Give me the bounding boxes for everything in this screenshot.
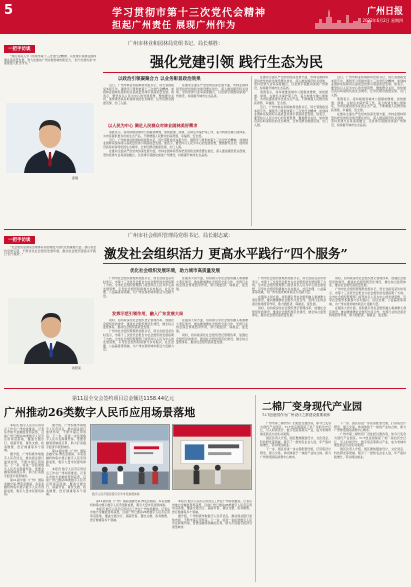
section4-subhead: T.I.T创意园作为广州设计之都建设重要载体 xyxy=(262,413,331,417)
section4-headline: 二棉厂变身现代产业园 xyxy=(262,402,362,413)
section3-headline: 广州推动26类数字人民币应用场景落地 xyxy=(4,406,196,419)
section2-subhead: 优化社会组织发展环境，助力城市高质量发展 xyxy=(130,269,220,274)
masthead-slogan-line1: 学习贯彻市第十三次党代会精神 xyxy=(112,8,266,19)
section3-col1: 本报讯 数字人民币应用试点工作在广州持续推进。记者从市地方金融监管局获悉，目前广州已推动26类数字人民币应用场景落地，覆盖交通出行、商超零售、餐饮文旅、政务缴费、医疗健康等多个领域。 据介绍，广州积极争取数字人民币试点，推动商业银行加快布局，不断丰富应用场景。下一步，将进一步拓展数字人民币在跨境贸易、普惠金融等领域的应用，助力打造数字经济引领型城市。 第11届中国（广州）国际金融交易·博览会期间，多家金融机构集中展示数字人民币创新成果，吸引大量市民现场体验。 xyxy=(4,424,44,497)
section2-col5: 广州市社会组织管理局党组书记、局长在接受采访时表示，市第十三次党代会报告为社会组织的发展指明了方向。全市社会组织管理部门将坚持以人民为中心的发展思想，引导社会组织积极参与乡村振兴、社区治理、公益慈善等领域，为广州实现老城市新活力贡献力量。 在服务大局方面，将积极引导社会组织融入粤港澳大湾区建设，推动穗港澳社会组织交流合作，发挥行业协会商会桥梁纽带作用，助力稳经济、保就业、促发展。 同时，将持续深化社会组织登记管理改革，加强社会组织党的建设，推进社会组织规范化建设，健全综合监管体系，推动社会组织高质量发展。 xyxy=(252,277,326,318)
section3-col3: 第11届中国（广州）国际金融交易·博览会期间，多家金融机构集中展示数字人民币创新成果，吸引大量市民现场体验。 本报讯 数字人民币应用试点工作在广州持续推进。记者从市地方金融监管局获悉，目前广州已推动26类数字人民币应用场景落地，覆盖交通出行、商超零售、餐饮文旅、政务缴费、医疗健康等多个领域。 xyxy=(90,500,170,522)
column-divider xyxy=(251,76,252,226)
section2-kicker: 广州市社会组织管理局党组书记、局长谢志斌： xyxy=(128,233,234,239)
section2-intro: “社会组织是国家治理体系和治理能力现代化的重要力量。我们将坚持党建引领，不断优化社会组织发展环境，推动社会组织更高水平践行‘四个服务’。” xyxy=(4,246,96,257)
section1-red-subhead: 以人民为中心 满足人民群众对林业园林美好需求 xyxy=(108,123,198,128)
headline-rule xyxy=(103,72,406,73)
section1-intro: “我们将深入学习贯彻市第十三次党代会精神，以党建引领林业园林事业高质量发展，努力在推动广州实现老城市新活力、‘四个出新出彩’中展现更大担当作为。” xyxy=(4,55,96,66)
section1-col2: 在推动全面从严治党向纵深发展方面，市林业园林局坚持把党的政治建设摆在首位，深入推进模范机关创建，坚持党建与业务深度融合，以党建引领推动绿美广州建设，持续提升城市生态品质。 xyxy=(176,84,248,98)
section2-red-subhead: 发挥示范引领作用，融入广东发展大局 xyxy=(112,311,184,316)
section3-col2: 据介绍，广州积极争取数字人民币试点，推动商业银行加快布局，不断丰富应用场景。下一步，将进一步拓展数字人民币在跨境贸易、普惠金融等领域的应用，助力打造数字经济引领型城市。 第11届中国（广州）国际金融交易·博览会期间，多家金融机构集中展示数字人民币创新成果，吸引大量市民现场体验。 本报讯 数字人民币应用试点工作在广州持续推进。记者从市地方金融监管局获悉，目前广州已推动26类数字人民币应用场景落地，覆盖交通出行、商超零售、餐饮文旅、政务缴费、医疗健康等多个领域。 xyxy=(46,424,86,497)
section3-col4: 本报讯 数字人民币应用试点工作在广州持续推进。记者从市地方金融监管局获悉，目前广州已推动26类数字人民币应用场景落地，覆盖交通出行、商超零售、餐饮文旅、政务缴费、医疗健康等多个领域。 据介绍，广州积极争取数字人民币试点，推动商业银行加快布局，不断丰富应用场景。下一步，将进一步拓展数字人民币在跨境贸易、普惠金融等领域的应用，助力打造数字经济引领型城市。 xyxy=(172,500,252,529)
newspaper-name: 广州日报 xyxy=(366,7,403,17)
section2-col2: 在服务大局方面，将积极引导社会组织融入粤港澳大湾区建设，推动穗港澳社会组织交流合作，发挥行业协会商会桥梁纽带作用，助力稳经济、保就业、促发展。 xyxy=(176,277,248,291)
photo-caption: 数字人民币展区吸引众多市民参观体验 xyxy=(92,492,140,496)
section1-subhead: 以政治引领凝聚合力 以业务彰显政治效果 xyxy=(118,77,201,82)
section2-col3: 同时，将持续深化社会组织登记管理改革，加强社会组织党的建设，推进社会组织规范化建设，健全综合监管体系，推动社会组织高质量发展。 广州市社会组织管理局党组书记、局长在接受采访时表示，市第十三次党代会报告为社会组织的发展指明了方向。全市社会组织管理部门将坚持以人民为中心的发展思想，引导社会组织积极参与乡村振兴、社区治理、公益慈善等领域，为广州实现老城市新活力贡献力量。 xyxy=(103,319,174,352)
portrait-caption-2: 欧阳某 xyxy=(72,366,82,370)
section2-col6: 同时，将持续深化社会组织登记管理改革，加强社会组织党的建设，推进社会组织规范化建设，健全综合监管体系，推动社会组织高质量发展。 广州市社会组织管理局党组书记、局长在接受采访时表示，市第十三次党代会报告为社会组织的发展指明了方向。全市社会组织管理部门将坚持以人民为中心的发展思想，引导社会组织积极参与乡村振兴、社区治理、公益慈善等领域，为广州实现老城市新活力贡献力量。 在服务大局方面，将积极引导社会组织融入粤港澳大湾区建设，推动穗港澳社会组织交流合作，发挥行业协会商会桥梁纽带作用，助力稳经济、保就业、促发展。 xyxy=(329,277,406,318)
portrait-photo-2 xyxy=(8,298,94,364)
section2-col1: 广州市社会组织管理局党组书记、局长在接受采访时表示，市第十三次党代会报告为社会组织的发展指明了方向。全市社会组织管理部门将坚持以人民为中心的发展思想，引导社会组织积极参与乡村振兴、社区治理、公益慈善等领域，为广州实现老城市新活力贡献力量。 xyxy=(103,277,174,298)
exhibition-photo xyxy=(90,424,170,490)
section1-col5: 近日，广州市林业和园林局党组书记、局长蔡胜接受本报专访，围绕学习贯彻市第十三次党代会精神，谈到林业园林系统如何以高质量党建引领高质量发展。他表示，要坚持以人民为中心的发展思想，聚焦群众关切，加快建设具有岭南特色的生态城市，让市民群众推窗见绿、出门入园。 蔡胜表示，将持续推进城市公园提质增效，加快碧道、绿道、古树名木保护等工作，着力构建全域公园体系，为市民提供更多优质生态产品，不断增强人民群众的获得感、幸福感、安全感。 在推动全面从严治党向纵深发展方面，市林业园林局坚持把党的政治建设摆在首位，深入推进模范机关创建，坚持党建与业务深度融合，以党建引领推动绿美广州建设，持续提升城市生态品质。 xyxy=(331,76,406,127)
section4-col2: 下一步，园区将进一步完善配套设施，打造集设计研发、展示交易、休闲体验于一体的产业综合体，助力广州建设国际消费中心城市。 广州市第二棉纺织厂旧址经过微改造，如今已变身为现代产业园区。T.I.T创意园保留了老厂房的历史记忆，引入时尚设计、数字创意等新兴产业，成为老城市焕发新活力的生动案例。 园区负责人介绍，园区聚焦服装设计、文化创意、科技研发等领域，吸引了一批知名企业入驻，年产值持续增长，带动周边就业。 xyxy=(334,422,406,459)
section2-headline: 激发社会组织活力 更高水平践行“四个服务” xyxy=(104,246,348,261)
section1-col3: 蔡胜表示，将持续推进城市公园提质增效，加快碧道、绿道、古树名木保护等工作，着力构建全域公园体系，为市民提供更多优质生态产品，不断增强人民群众的获得感、幸福感、安全感。 近日，广州市林业和园林局党组书记、局长蔡胜接受本报专访，围绕学习贯彻市第十三次党代会精神，谈到林业园林系统如何以高质量党建引领高质量发展。他表示，要坚持以人民为中心的发展思想，聚焦群众关切，加快建设具有岭南特色的生态城市，让市民群众推窗见绿、出门入园。 在推动全面从严治党向纵深发展方面，市林业园林局坚持把党的政治建设摆在首位，深入推进模范机关创建，坚持党建与业务深度融合，以党建引领推动绿美广州建设，持续提升城市生态品质。 xyxy=(103,131,248,157)
section2-col4: 在服务大局方面，将积极引导社会组织融入粤港澳大湾区建设，推动穗港澳社会组织交流合作，发挥行业协会商会桥梁纽带作用，助力稳经济、保就业、促发展。 同时，将持续深化社会组织登记管理改革，加强社会组织党的建设，推进社会组织规范化建设，健全综合监管体系，推动社会组织高质量发展。 xyxy=(176,319,248,345)
headline-rule-2 xyxy=(103,263,406,264)
section1-col1: 近日，广州市林业和园林局党组书记、局长蔡胜接受本报专访，围绕学习贯彻市第十三次党代会精神，谈到林业园林系统如何以高质量党建引领高质量发展。他表示，要坚持以人民为中心的发展思想，聚焦群众关切，加快建设具有岭南特色的生态城市，让市民群众推窗见绿、出门入园。 xyxy=(103,84,174,105)
booth-photo xyxy=(172,424,252,490)
interview-badge-2: 一把手访谈 xyxy=(4,236,35,244)
section1-kicker: 广州市林业和园林局党组书记、局长蔡胜： xyxy=(128,41,224,47)
page-number: 5 xyxy=(4,3,14,18)
column-divider-2 xyxy=(255,395,256,582)
portrait-caption: 廖刚 xyxy=(72,176,79,180)
masthead-slogan-line2: 担起广州责任 展现广州作为 xyxy=(112,21,237,31)
interview-badge: 一把手访谈 xyxy=(4,45,35,53)
masthead xyxy=(0,0,411,34)
section1-headline: 强化党建引领 践行生态为民 xyxy=(150,55,323,71)
section-divider-2 xyxy=(4,388,406,389)
section1-col4: 在推动全面从严治党向纵深发展方面，市林业园林局坚持把党的政治建设摆在首位，深入推进模范机关创建，坚持党建与业务深度融合，以党建引领推动绿美广州建设，持续提升城市生态品质。 蔡胜表示，将持续推进城市公园提质增效，加快碧道、绿道、古树名木保护等工作，着力构建全域公园体系，为市民提供更多优质生态产品，不断增强人民群众的获得感、幸福感、安全感。 近日，广州市林业和园林局党组书记、局长蔡胜接受本报专访，围绕学习贯彻市第十三次党代会精神，谈到林业园林系统如何以高质量党建引领高质量发展。他表示，要坚持以人民为中心的发展思想，聚焦群众关切，加快建设具有岭南特色的生态城市，让市民群众推窗见绿、出门入园。 xyxy=(254,76,328,127)
section-divider xyxy=(4,229,406,230)
section4-col1: 广州市第二棉纺织厂旧址经过微改造，如今已变身为现代产业园区。T.I.T创意园保留了老厂房的历史记忆，引入时尚设计、数字创意等新兴产业，成为老城市焕发新活力的生动案例。 园区负责人介绍，园区聚焦服装设计、文化创意、科技研发等领域，吸引了一批知名企业入驻，年产值持续增长，带动周边就业。 下一步，园区将进一步完善配套设施，打造集设计研发、展示交易、休闲体验于一体的产业综合体，助力广州建设国际消费中心城市。 xyxy=(260,422,331,459)
issue-date: 2022年6月2日 星期四 xyxy=(362,18,403,23)
section3-kicker: 第11届全交会签约项目总金额达1158.44亿元 xyxy=(72,396,175,402)
portrait-photo xyxy=(6,103,94,173)
